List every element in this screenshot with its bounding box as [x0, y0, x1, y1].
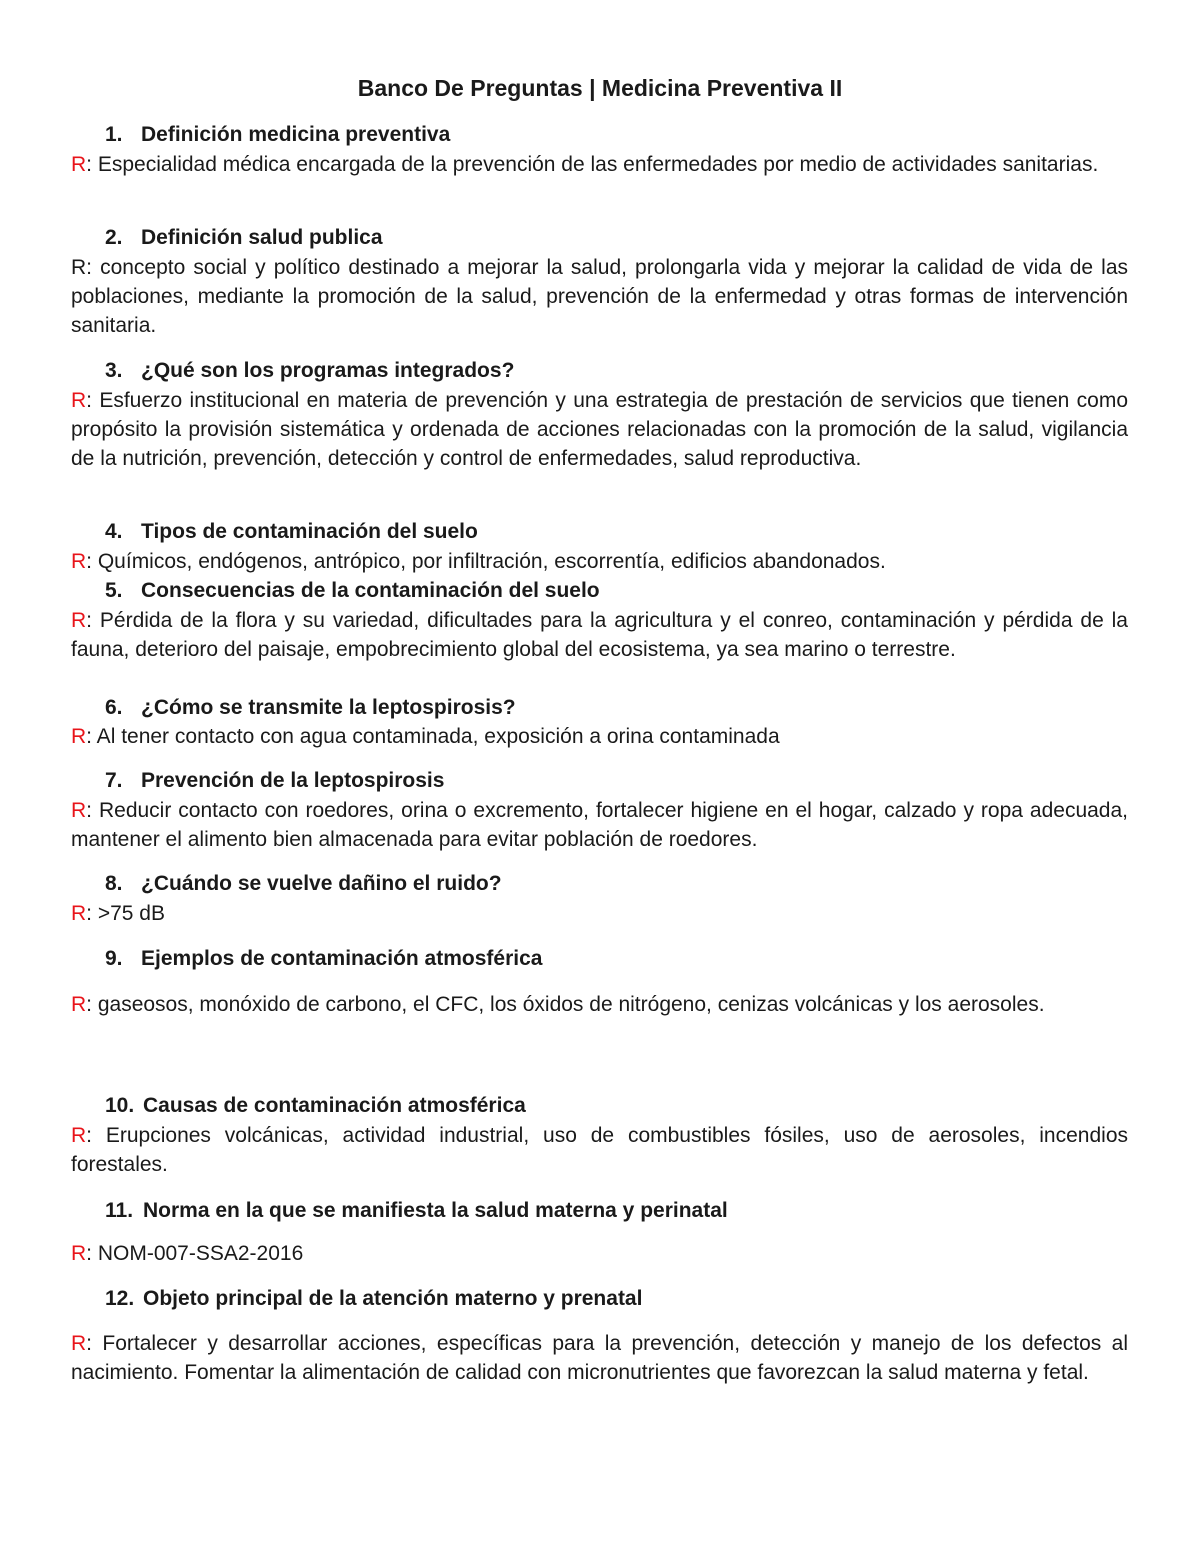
- question-1: 1. Definición medicina preventiva: [105, 123, 451, 146]
- answer-1: R: Especialidad médica encargada de la prevención de las enfermedades por medio de actividades sanitarias.: [71, 153, 1099, 176]
- answer-9: R: gaseosos, monóxido de carbono, el CFC, los óxidos de nitrógeno, cenizas volcánicas y los aerosoles.: [71, 993, 1045, 1016]
- question-10: 10. Causas de contaminación atmosférica: [105, 1094, 526, 1117]
- question-12: 12. Objeto principal de la atención materno y prenatal: [105, 1287, 643, 1310]
- page-title: Banco De Preguntas | Medicina Preventiva II: [357, 75, 843, 101]
- question-2: 2. Definición salud publica: [105, 226, 383, 249]
- question-11: 11. Norma en la que se manifiesta la salud materna y perinatal: [105, 1199, 728, 1222]
- question-9: 9. Ejemplos de contaminación atmosférica: [105, 947, 543, 970]
- question-8: 8. ¿Cuándo se vuelve dañino el ruido?: [105, 872, 502, 895]
- answer-12: R: Fortalecer y desarrollar acciones, específicas para la prevención, detección y manejo de los defectos al nacimiento. Fomentar la alimentación de calidad con micronutrientes que favorezcan la salud materna y fetal.: [71, 1332, 1128, 1384]
- answer-8: R: >75 dB: [71, 902, 165, 925]
- answer-2: R: concepto social y político destinado a mejorar la salud, prolongarla vida y mejorar la calidad de vida de las poblaciones, mediante la promoción de la salud, prevención de la enfermedad y otras formas de intervención sanitaria.: [71, 256, 1128, 337]
- answer-6: R: Al tener contacto con agua contaminada, exposición a orina contaminada: [71, 725, 780, 748]
- answer-7: R: Reducir contacto con roedores, orina o excremento, fortalecer higiene en el hogar, calzado y ropa adecuada, mantener el alimento bien almacenada para evitar población de roedores.: [71, 799, 1128, 851]
- answer-10: R: Erupciones volcánicas, actividad industrial, uso de combustibles fósiles, uso de aerosoles, incendios forestales.: [71, 1124, 1128, 1176]
- answer-11: R: NOM-007-SSA2-2016: [71, 1242, 304, 1265]
- question-5: 5. Consecuencias de la contaminación del suelo: [105, 579, 600, 602]
- question-4: 4. Tipos de contaminación del suelo: [105, 520, 478, 543]
- question-6: 6. ¿Cómo se transmite la leptospirosis?: [105, 696, 516, 719]
- answer-3: R: Esfuerzo institucional en materia de prevención y una estrategia de prestación de servicios que tienen como propósito la provisión sistemática y ordenada de acciones relacionadas con la promoción de la salud, vigilancia de la nutrición, prevención, detección y control de enfermedades, salud reproductiva.: [71, 389, 1128, 470]
- answer-5: R: Pérdida de la flora y su variedad, dificultades para la agricultura y el conreo, contaminación y pérdida de la fauna, deterioro del paisaje, empobrecimiento global del ecosistema, ya sea marino o terrestre.: [71, 609, 1128, 661]
- answer-4: R: Químicos, endógenos, antrópico, por infiltración, escorrentía, edificios abandonados.: [71, 550, 886, 573]
- question-7: 7. Prevención de la leptospirosis: [105, 769, 445, 792]
- question-3: 3. ¿Qué son los programas integrados?: [105, 359, 515, 382]
